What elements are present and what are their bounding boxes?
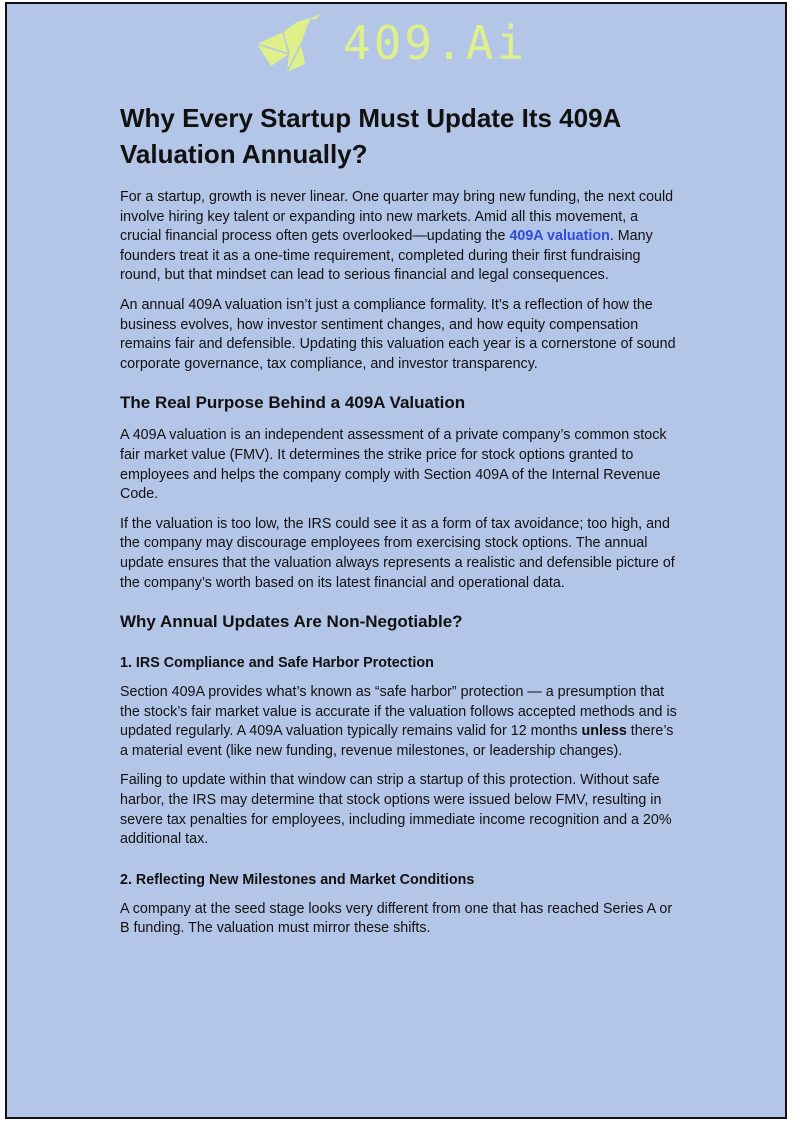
- intro-text-cont: . Many founders treat it as a one-time requirement, completed during their first fundraising round, but that mindset can lead to serious financial and legal consequences.: [120, 228, 653, 284]
- intro-paragraph-1: [120, 188, 682, 286]
- 409a-valuation-link[interactable]: 409A valuation: [509, 228, 610, 245]
- irs-paragraph-2: Failing to update within that window can strip a startup of this protection. Without safe harbor, the IRS may determine that stock options were issued below FMV, resulting in severe tax penalties for employees, including immediate income recognition and a 20% additional tax.: [120, 772, 672, 848]
- unless-emphasis: unless: [581, 723, 627, 740]
- purpose-paragraph-2: If the valuation is too low, the IRS could see it as a form of tax avoidance; too high, and the company may discourage employees from exercising stock options. The annual update ensures that the valuation always represents a realistic and defensible picture of the company’s worth based on its latest financial and operational data.: [120, 515, 675, 591]
- article: [120, 100, 682, 949]
- irs-text-cont: there’s a material event (like new funding, revenue milestones, or leadership changes).: [120, 723, 674, 759]
- document-page: [5, 2, 787, 1119]
- intro-text: For a startup, growth is never linear. One quarter may bring new funding, the next could involve hiring key talent or expanding into new markets. Amid all this movement, a crucial financial process often gets overlooked—updating the: [120, 189, 674, 245]
- brand-logo[interactable]: [253, 14, 543, 76]
- origami-crane-icon: [253, 14, 325, 76]
- section-heading-annual-updates: Why Annual Updates Are Non-Negotiable?: [120, 612, 463, 632]
- section-heading-purpose: The Real Purpose Behind a 409A Valuation: [120, 393, 466, 413]
- purpose-paragraph-1: A 409A valuation is an independent assessment of a private company’s common stock fair market value (FMV). It determines the strike price for stock options granted to employees and helps the company comply with Section 409A of the Internal Revenue Code.: [120, 427, 667, 503]
- article-title: Why Every Startup Must Update Its 409A Valuation Annually?: [120, 103, 621, 169]
- subheading-irs-compliance: 1. IRS Compliance and Safe Harbor Protection: [120, 655, 434, 672]
- intro-paragraph-2: An annual 409A valuation isn’t just a compliance formality. It’s a reflection of how the business evolves, how investor sentiment changes, and how equity compensation remains fair and defensible. Updating this valuation each year is a cornerstone of sound corporate governance, tax compliance, and investor transparency.: [120, 296, 676, 372]
- irs-paragraph-1: [120, 683, 682, 761]
- irs-text: Section 409A provides what’s known as “safe harbor” protection — a presumption that the stock’s fair market value is accurate if the valuation follows accepted methods and is updated regularly. A 409A valuation typically remains valid for 12 months: [120, 684, 677, 740]
- milestones-paragraph-1: A company at the seed stage looks very different from one that has reached Series A or B funding. The valuation must mirror these shifts.: [120, 900, 673, 937]
- subheading-milestones: 2. Reflecting New Milestones and Market Conditions: [120, 871, 475, 888]
- logo-wordmark: 409.Ai: [343, 16, 528, 70]
